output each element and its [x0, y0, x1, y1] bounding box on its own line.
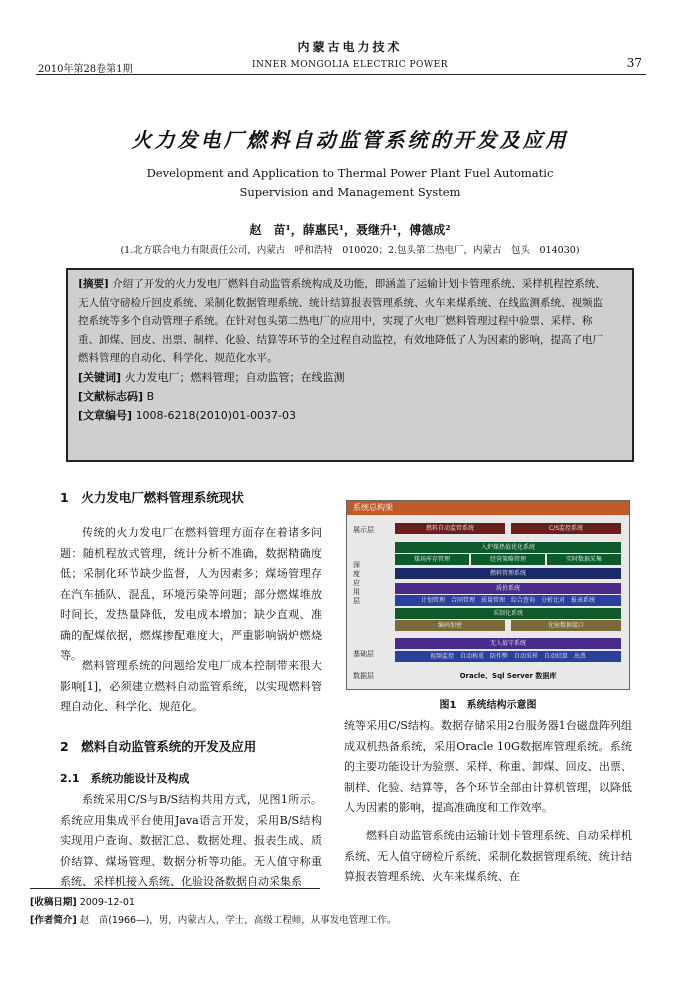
section-1-heading: 1 火力发电厂燃料管理系统现状 [60, 490, 244, 505]
bar-base-modules: 视频监控 自动称重 防作弊 自动采样 自动结算 出票 [395, 651, 621, 662]
bar-fuel-management: 燃料管理系统 [395, 568, 621, 579]
abstract-paragraph [78, 275, 608, 368]
bar-encoding: 编码加密 [395, 620, 505, 631]
bar-yard-inventory: 煤场库存管理 [395, 554, 469, 565]
affiliation: (1.北方联合电力有限责任公司，内蒙古 呼和浩特 010020；2.包头第二热电厂，内蒙古 包头 014030) [120, 245, 580, 256]
paper-title: 火力发电厂燃料自动监管系统的开发及应用 [131, 128, 569, 152]
abstract-text: 介绍了开发的火力发电厂燃料自动监管系统构成及功能，即涵盖了运输计划卡管理系统、采样机程控系统、无人值守磅检斤回皮系统、采制化数据管理系统、统计结算报表管理系统、火车来煤系统、在线监测系统、视频监控系统等多个自动管理子系统。在针对包头第二热电厂的应用中，实现了火电厂燃料管理过程中验票、采样、称重、卸煤、回皮、出票、制样、化验、结算等环节的全过程自动监控，有效地降低了人为因素的影响，提高了电厂燃料管理的自动化、科学化、规范化水平。 [78, 278, 606, 364]
bar-fuel-supervision: 燃料自动监管系统 [395, 523, 505, 534]
paper-title-en: Development and Application to Thermal Power Plant Fuel Automatic Supervision and Management System [146, 166, 554, 199]
article-no-label: [文章编号] [78, 408, 133, 422]
journal-title-en: INNER MONGOLIA ELECTRIC POWER [251, 60, 449, 70]
section-2-paragraph-1: 系统采用C/S与B/S结构共用方式，见图1所示。系统应用集成平台使用Java语言开发，采用B/S结构实现用户查询、数据汇总、数据处理、报表生成、质价结算、煤场管理、数据分析等功能。无人值守称重系统、采样机接入系统、化验设备数据自动采集系 [60, 793, 322, 888]
received-date: 2009-12-01 [79, 897, 135, 908]
abstract [78, 275, 608, 425]
bar-strategy: 经营策略管理 [471, 554, 545, 565]
issue-info: 2010年第28卷第1期 [38, 64, 133, 75]
bar-unattended: 无人值守系统 [395, 638, 621, 649]
journal-title: 内蒙古电力技术 [297, 40, 403, 54]
author-bio-label: [作者简介] [30, 915, 77, 926]
keywords-line [78, 368, 608, 387]
right-paragraph-2: 燃料自动监管系统由运输计划卡管理系统、自动采样机系统、无人值守磅检斤系统、采制化数据管理系统、统计结算报表管理系统、火车来煤系统、在 [344, 829, 632, 883]
authors: 赵 苗¹，薛惠民¹，聂继升¹，傅德成² [249, 223, 451, 237]
author-bio: 赵 苗(1966—)，男，内蒙古人，学士，高级工程师，从事发电管理工作。 [79, 915, 397, 926]
bar-cs-monitor: C/S监控系统 [511, 523, 621, 534]
section-2-heading: 2 燃料自动监管系统的开发及应用 [60, 739, 257, 754]
received-date-line [30, 894, 135, 908]
keywords: 火力发电厂；燃料管理；自动监管；在线监测 [124, 370, 345, 384]
layer-display-label: 展示层 [353, 526, 374, 534]
author-bio-line [30, 912, 396, 926]
system-architecture-figure [346, 500, 630, 690]
received-label: [收稿日期] [30, 897, 77, 908]
layer-base-label: 基础层 [353, 650, 374, 658]
doc-code-line [78, 387, 608, 406]
right-paragraph-1: 统等采用C/S结构。数据存储采用2台服务器1台磁盘阵列组成双机热备系统，采用Oracle 10G数据库管理系统。系统的主要功能设计为验票、采样、称重、卸煤、回皮、出票、制样、化验、结算等，各个环节全部由计算机管理，以降低人为因素的影响，提高准确度和工作效率。 [344, 719, 632, 814]
doc-code-label: [文献标志码] [78, 389, 144, 403]
keywords-label: [关键词] [78, 370, 122, 384]
bar-lab-interface: 化验数据接口 [511, 620, 621, 631]
page-number: 37 [626, 56, 642, 70]
doc-code: B [146, 389, 155, 403]
footnote-rule [30, 888, 320, 889]
bar-sampling-system: 采制化系统 [395, 608, 621, 619]
bar-management-modules: 计划管理 合同管理 质量管理 综合查询 分析比对 报表系统 [395, 595, 621, 606]
article-no-line [78, 406, 608, 425]
section-2-1-heading: 2.1 系统功能设计及构成 [60, 772, 190, 785]
figure-caption: 图1 系统结构示意图 [439, 700, 537, 711]
layer-deep-label: 深度应用层 [353, 561, 360, 605]
database-label: Oracle、Sql Server 数据库 [459, 672, 557, 680]
section-1-paragraph-1: 传统的火力发电厂在燃料管理方面存在着诸多问题：随机程放式管理，统计分析不准确，数据精确度低；采制化环节缺少监督，人为因素多；煤场管理存在汽车插队、混乱，环境污染等问题；部分燃煤堆放时间长，发热量降低，发电成本增加；缺少直观、准确的配煤依据，燃煤掺配难度大，严重影响锅炉燃烧等。 [60, 526, 322, 662]
layer-data-label: 数据层 [353, 672, 374, 680]
section-1-paragraph-2: 燃料管理系统的问题给发电厂成本控制带来很大影响[1]，必须建立燃料自动监管系统，以实现燃料管理自动化、科学化、规范化。 [60, 659, 322, 713]
header-rule [36, 74, 646, 75]
figure-header: 系统总构架 [347, 501, 629, 515]
bar-quality-price: 质价系统 [395, 583, 621, 594]
bar-heat-optimization: 入炉煤热值优化系统 [395, 542, 621, 553]
bar-realtime-data: 实时数据采集 [547, 554, 621, 565]
article-no: 1008-6218(2010)01-0037-03 [135, 408, 297, 422]
abstract-label: [摘要] [78, 278, 109, 290]
